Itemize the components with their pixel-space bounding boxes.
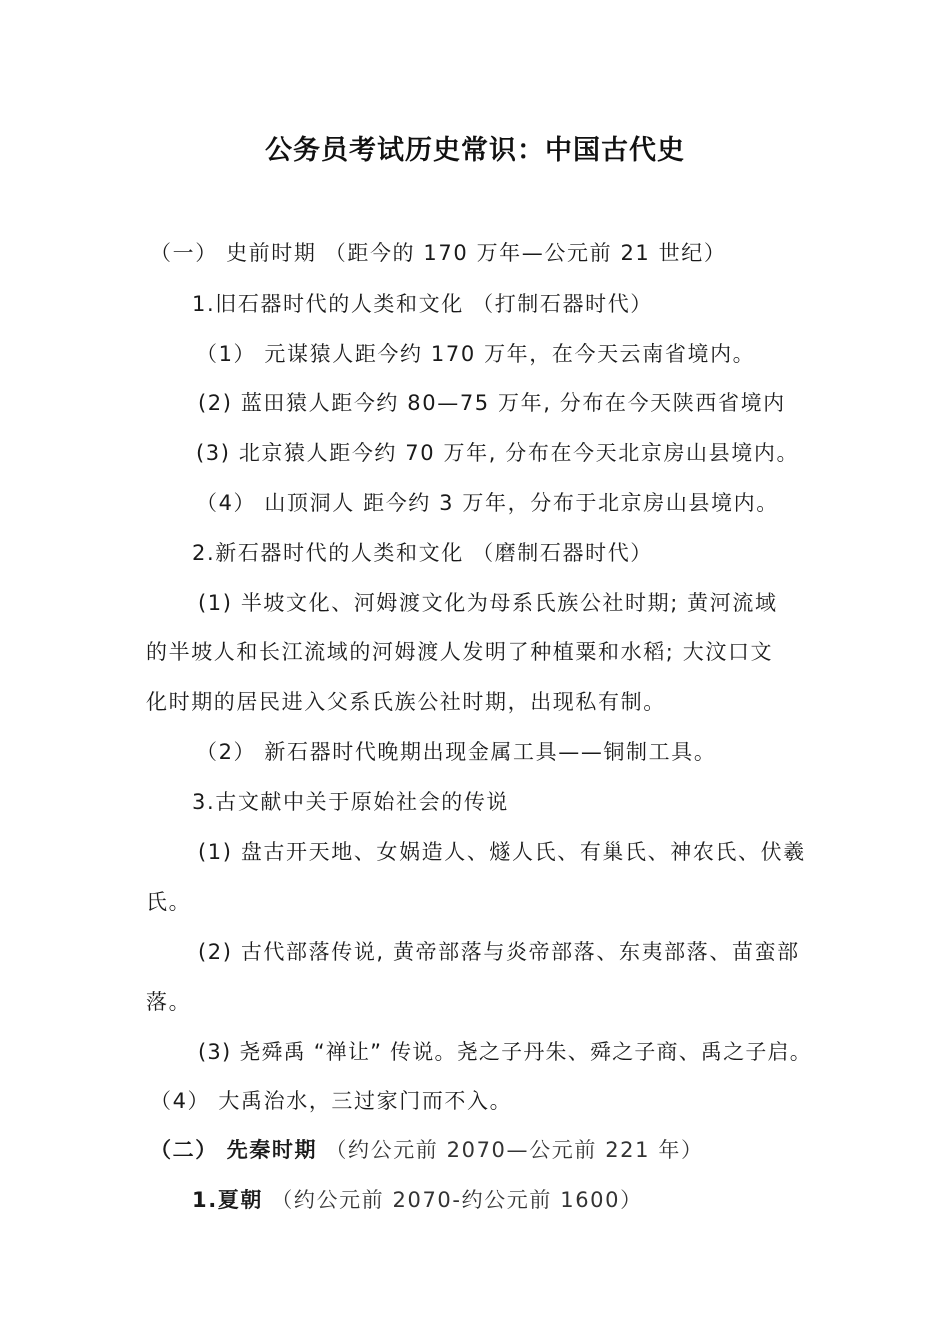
item-lantian-man: (2) 蓝田猿人距今约 80—75 万年, 分布在今天陕西省境内	[198, 391, 786, 415]
document-title: 公务员考试历史常识：中国古代史	[265, 135, 685, 166]
paragraph-line: 的半坡人和长江流域的河姆渡人发明了种植粟和水稻; 大汶口文	[146, 640, 774, 664]
item-abdication-legend: (3) 尧舜禹 “禅让” 传说。尧之子丹朱、舜之子商、禹之子启。	[198, 1040, 812, 1064]
item-peking-man: (3) 北京猿人距今约 70 万年, 分布在今天北京房山县境内。	[196, 441, 800, 465]
paragraph-line: 化时期的居民进入父系氏族公社时期，出现私有制。	[146, 690, 666, 714]
xia-dynasty-label: 1.夏朝	[192, 1188, 263, 1212]
item-yuanmou-man: （1） 元谋猿人距今约 170 万年，在今天云南省境内。	[196, 342, 756, 366]
item-bronze-tools: （2） 新石器时代晚期出现金属工具——铜制工具。	[196, 740, 717, 764]
paragraph-line: (1) 盘古开天地、女娲造人、燧人氏、有巢氏、神农氏、伏羲	[198, 840, 806, 864]
section-heading-pre-qin	[150, 1134, 704, 1164]
subheading-paleolithic: 1.旧石器时代的人类和文化 （打制石器时代）	[192, 292, 653, 316]
section-heading-pre-qin-label: （二） 先秦时期	[150, 1138, 318, 1162]
subheading-xia-dynasty	[192, 1184, 643, 1214]
item-upper-cave-man: （4） 山顶洞人 距今约 3 万年，分布于北京房山县境内。	[196, 491, 779, 515]
paragraph-line: (2) 古代部落传说, 黄帝部落与炎帝部落、东夷部落、苗蛮部	[198, 940, 800, 964]
item-great-yu-flood: （4） 大禹治水，三过家门而不入。	[150, 1089, 513, 1113]
paragraph-line: 落。	[146, 990, 192, 1014]
section-heading-prehistoric: （一） 史前时期 （距今的 170 万年—公元前 21 世纪）	[150, 241, 727, 265]
subheading-legends: 3.古文献中关于原始社会的传说	[192, 790, 510, 814]
paragraph-line: (1) 半坡文化、河姆渡文化为母系氏族公社时期; 黄河流域	[198, 591, 778, 615]
xia-dynasty-dates: （约公元前 2070-约公元前 1600）	[263, 1188, 643, 1212]
section-heading-pre-qin-dates: （约公元前 2070—公元前 221 年）	[317, 1138, 704, 1162]
paragraph-line: 氏。	[146, 890, 192, 914]
subheading-neolithic: 2.新石器时代的人类和文化 （磨制石器时代）	[192, 541, 653, 565]
